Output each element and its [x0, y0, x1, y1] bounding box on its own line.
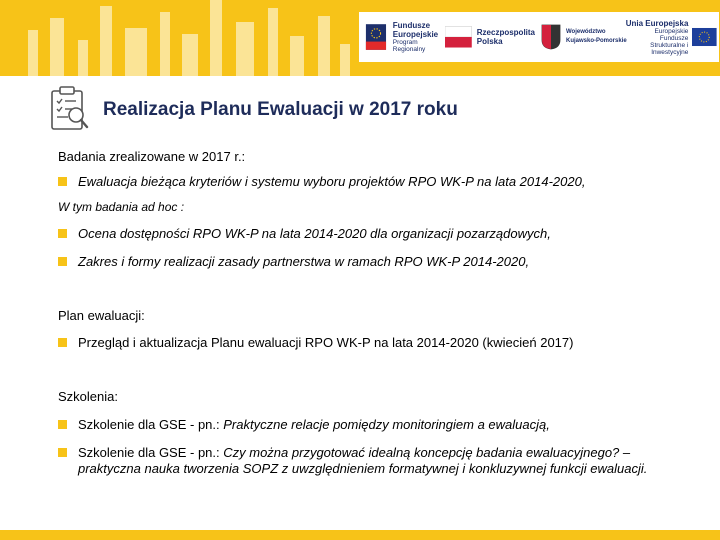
logo-text: Europejskie [392, 30, 439, 39]
bullet-icon [58, 257, 67, 266]
rzeczpospolita-polska-logo [445, 18, 535, 56]
logo-text: Strukturalne i Inwestycyjne [650, 41, 689, 56]
page-title: Realizacja Planu Ewaluacji w 2017 roku [103, 99, 458, 120]
banner-decoration [268, 8, 278, 76]
bullet-icon [58, 229, 67, 238]
logo-text: Fundusze [392, 21, 431, 30]
coat-of-arms-icon [541, 24, 561, 50]
list-item [58, 254, 708, 270]
list-item-text: Praktyczne relacje pomiędzy monitoringiem a ewaluacją, [223, 417, 550, 432]
banner-decoration [100, 6, 112, 76]
banner-decoration [160, 12, 170, 76]
logo-text: Kujawsko-Pomorskie [566, 38, 627, 44]
logo-text: Europejskie Fundusze [654, 27, 689, 42]
unia-europejska-logo [625, 18, 717, 56]
logo-strip [359, 12, 719, 62]
list-item-text: Czy można przygotować idealną koncepcję badania ewaluacyjnego? – praktyczna nauka tworzenia SOPZ z uwzględnieniem formatywnej i konkluzywnej funkcji ewaluacji. [78, 445, 648, 476]
logo-text: Województwo [566, 29, 606, 35]
banner-decoration [125, 28, 147, 76]
section-heading-badania: Badania zrealizowane w 2017 r.: [58, 149, 246, 164]
logo-text: Polska [476, 37, 503, 46]
banner-decoration [290, 36, 304, 76]
bullet-icon [58, 338, 67, 347]
list-item [58, 335, 708, 351]
section-heading-szkolenia: Szkolenia: [58, 389, 118, 404]
list-item-prefix: Szkolenie dla GSE - pn.: [78, 445, 224, 460]
banner-decoration [340, 44, 350, 76]
banner-decoration [210, 0, 222, 76]
list-item-text: Przegląd i aktualizacja Planu ewaluacji RPO WK-P na lata 2014-2020 (kwiecień 2017) [78, 335, 574, 350]
title-row [48, 85, 688, 135]
fundusze-europejskie-logo [365, 18, 447, 56]
subheading-ad-hoc: W tym badania ad hoc : [58, 200, 185, 214]
bullet-icon [58, 448, 67, 457]
banner-decoration [78, 40, 88, 76]
bullet-icon [58, 177, 67, 186]
header-banner [0, 0, 720, 76]
eu-flag-icon [692, 26, 717, 48]
banner-decoration [182, 34, 198, 76]
list-item-text: Ewaluacja bieżąca kryteriów i systemu wyboru projektów RPO WK-P na lata 2014-2020, [78, 174, 586, 189]
list-item-text: Ocena dostępności RPO WK-P na lata 2014-2020 dla organizacji pozarządowych, [78, 226, 551, 241]
wojewodztwo-logo [541, 18, 627, 56]
banner-decoration [28, 30, 38, 76]
banner-decoration [318, 16, 330, 76]
section-heading-plan: Plan ewaluacji: [58, 308, 145, 323]
list-item [58, 174, 708, 190]
list-item [58, 226, 708, 242]
list-item-prefix: Szkolenie dla GSE - pn.: [78, 417, 224, 432]
banner-decoration [236, 22, 254, 76]
logo-text: Unia Europejska [625, 18, 689, 28]
clipboard-checklist-icon [48, 85, 90, 131]
content-area [58, 149, 708, 477]
logo-text: Program Regionalny [392, 39, 426, 53]
footer-bar [0, 530, 720, 540]
list-item [58, 445, 688, 477]
fundusze-europejskie-icon [365, 22, 389, 52]
list-item [58, 417, 708, 433]
bullet-icon [58, 420, 67, 429]
banner-decoration [50, 18, 64, 76]
list-item-text: Zakres i formy realizacji zasady partnerstwa w ramach RPO WK-P 2014-2020, [78, 254, 530, 269]
logo-text: Rzeczpospolita [476, 28, 535, 37]
polish-flag-icon [445, 26, 472, 48]
